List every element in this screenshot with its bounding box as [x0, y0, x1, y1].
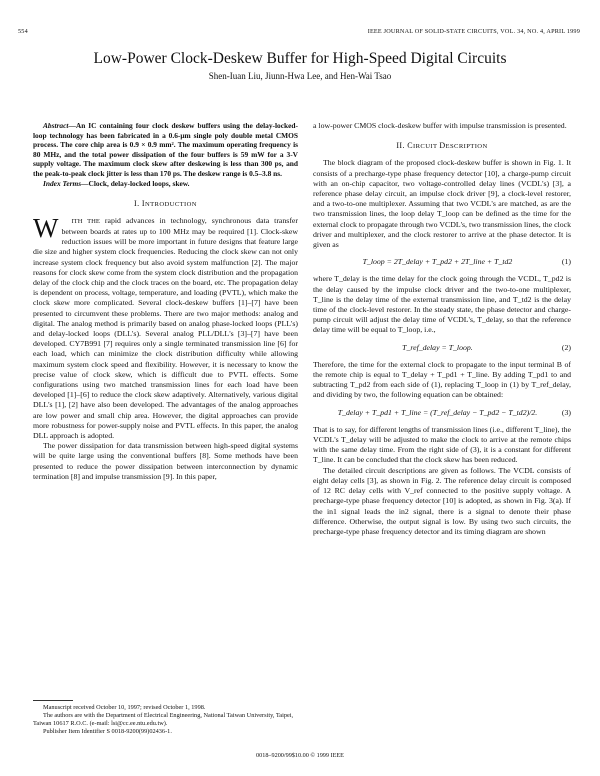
circuit-paragraph-1: The block diagram of the proposed clock-deskew buffer is shown in Fig. 1. It consists of a precharge-type phase frequency detector [10], a charge-pump circuit with an on-chip capacitor, two voltage-controlled delay lines (VCDL's) [3], a reference phase delay circuit, an impulse clock driver [9], a clock-level restorer, and a two-to-one multiplexer. Assuming that two VCDL's are matched, as are the two transmission lines, the loop delay T_loop can be defined as the time for the external clock to propagate through two VCDL's, two transmission lines, the clock driver and multiplexer, and the clock restorer to arrive at the phase detector. It is given as [313, 158, 571, 250]
equation-3 [313, 408, 571, 418]
footnote [33, 700, 298, 736]
section-heading-introduction: I. INTRODUCTION [134, 198, 197, 208]
footnote-received: Manuscript received October 10, 1997; revised October 1, 1998. [43, 704, 206, 711]
index-terms [33, 179, 298, 189]
footnote-pii: Publisher Item Identifier S 0018-9200(99)02436-1. [43, 728, 172, 735]
right-column [313, 121, 571, 537]
drop-cap: W [33, 212, 59, 243]
intro-paragraph-2: The power dissipation for data transmission between high-speed digital systems will be quite large using the conventional buffers [8]. Some methods have been presented to reduce the power dissipation between interconnection by dynamic termination [8] and impulse transmission [9]. In this paper, [33, 441, 298, 481]
circuit-paragraph-5: The detailed circuit descriptions are given as follows. The VCDL consists of eight delay cells [3], as shown in Fig. 2. The reference delay circuit is composed of 12 RC delay cells with V_ref connected to the positive supply voltage. A precharge-type phase frequency detector [10] is adopted, as shown in Fig. 3(a). If the in1 signal leads the in2 signal, there is a signal to denote their phase difference. Otherwise, the output signal is low. By using two such circuits, the precharge-type phase frequency detector and its timing diagram are shown [313, 465, 571, 536]
index-terms-label: Index Terms [43, 179, 82, 188]
equation-2-body: T_ref_delay = T_loop. [402, 342, 473, 352]
equation-1-number: (1) [561, 257, 571, 267]
paper-authors: Shen-Iuan Liu, Jiunn-Hwa Lee, and Hen-Wai Tsao [208, 71, 392, 81]
circuit-paragraph-4: That is to say, for different lengths of transmission lines (i.e., different T_line), the VCDL's T_delay will be adjusted to make the clock to arrive at the remote chips with the same delay time. From the right side of (3), it is a constant for different T_line. It can be concluded that the clock skew has been reduced. [313, 424, 571, 465]
page-number: 554 [18, 28, 28, 35]
intro-continuation: a low-power CMOS clock-deskew buffer with impulse transmission is presented. [313, 121, 567, 130]
running-head: IEEE JOURNAL OF SOLID-STATE CIRCUITS, VOL. 34, NO. 4, APRIL 1999 [367, 28, 580, 35]
footnote-affiliation: The authors are with the Department of Electrical Engineering, National Taiwan University, Taipei, Taiwan 10617 R.O.C. (e-mail: lsi@cc.ee.ntu.edu.tw). [33, 712, 294, 727]
page-header [18, 28, 580, 40]
paper-title: Low-Power Clock-Deskew Buffer for High-Speed Digital Circuits [93, 50, 507, 67]
intro-lead: ITH THE [71, 217, 100, 225]
page-footer: 0018–9200/99$10.00 © 1999 IEEE [256, 752, 344, 759]
equation-3-number: (3) [561, 407, 571, 417]
abstract-label: Abstract— [43, 121, 76, 130]
circuit-paragraph-2: where T_delay is the time delay for the clock going through the VCDL, T_pd2 is the delay caused by the impulse clock driver and the two-to-one multiplexer, T_line is the delay time of the external transmission line, and T_td2 is the delay time of the clock-level restorer. In the steady state, the phase detector and charge-pump circuit will adjust the delay time of VCDL's, T_delay, so that the reference delay time will be equal to T_loop, i.e., [313, 274, 571, 335]
equation-3-body: T_delay + T_pd1 + T_line = (T_ref_delay − T_pd2 − T_td2)/2. [337, 407, 538, 417]
abstract [33, 121, 298, 178]
intro-paragraph-1 [33, 212, 298, 441]
equation-1-body: T_loop = 2T_delay + T_pd2 + 2T_line + T_td2 [362, 257, 513, 267]
equation-2-number: (2) [561, 342, 571, 352]
intro-text-1: rapid advances in technology, synchronous data transfer between boards at rates up to 100 MHz may be required [1]. Clock-skew reduction issues will be more important in future designs that feature large die size and higher system clock frequencies. Reducing the clock skew can not only increase system clock frequency but also avoid system malfunction [2]. The major reasons for clock skew come from the system clock distribution and the propagation delay of the clock chip and the clock traces on the board, etc. The propagation delay is dependent on process, voltage, temperature, and loading (PVTL), which make the clock skew more complicated. Several clock-deskew buffers [1]–[7] have been presented to circumvent these problems. There are two major methods: analog and digital. The analog method is primarily based on analog phase-locked loops (PLL's) and delay-locked loops (DLL's). Several analog PLL/DLL's [3]–[7] have been developed. CY7B991 [7] requires only a single terminated transmission line [6] for each load, which can minimize the clock distribution difficulty while allowing maximum system clock speed and flexibility. However, it is necessary to know the precise value of clock skew, which is difficult due to PVTL effects. Some configurations using two matched transmission lines for each load have been developed [1]–[6] to reduce the clock skew adaptively. Alternatively, various digital DLL's [1], [2] have also been developed. The advantages of the analog approaches are low power and small chip area. However, the digital approaches can provide more robustness for power-supply noise and PVTL effects. In this paper, the analog DLL approach is adopted. [33, 215, 298, 440]
index-terms-text: —Clock, delay-locked loops, skew. [81, 179, 190, 188]
equation-2 [313, 343, 571, 353]
left-column [33, 121, 298, 482]
section-heading-circuit-description: II. CIRCUIT DESCRIPTION [396, 141, 488, 151]
equation-1 [313, 257, 571, 267]
abstract-text: An IC containing four clock deskew buffers using the delay-locked-loop technology has been fabricated in a 0.6-μm single poly double metal CMOS process. The core chip area is 0.9 × 0.9 mm². The maximum operating frequency is 80 MHz, and the total power dissipation of the four buffers is 59 mW for a 3-V supply voltage. The maximum clock skew after deskewing is less than 300 ps, and the peak-to-peak clock jitter is less than 170 ps. The deskew range is 0.5–3.8 ns. [33, 121, 298, 178]
footnote-rule [33, 700, 73, 701]
circuit-paragraph-3: Therefore, the time for the external clock to propagate to the input terminal B of the remote chip is equal to T_delay + T_pd1 + T_line. By adding T_pd1 to and subtracting T_pd2 from each side of (1), replacing T_loop in (1) by T_ref_delay, and dividing by two, the following equation can be obtained: [313, 359, 571, 400]
